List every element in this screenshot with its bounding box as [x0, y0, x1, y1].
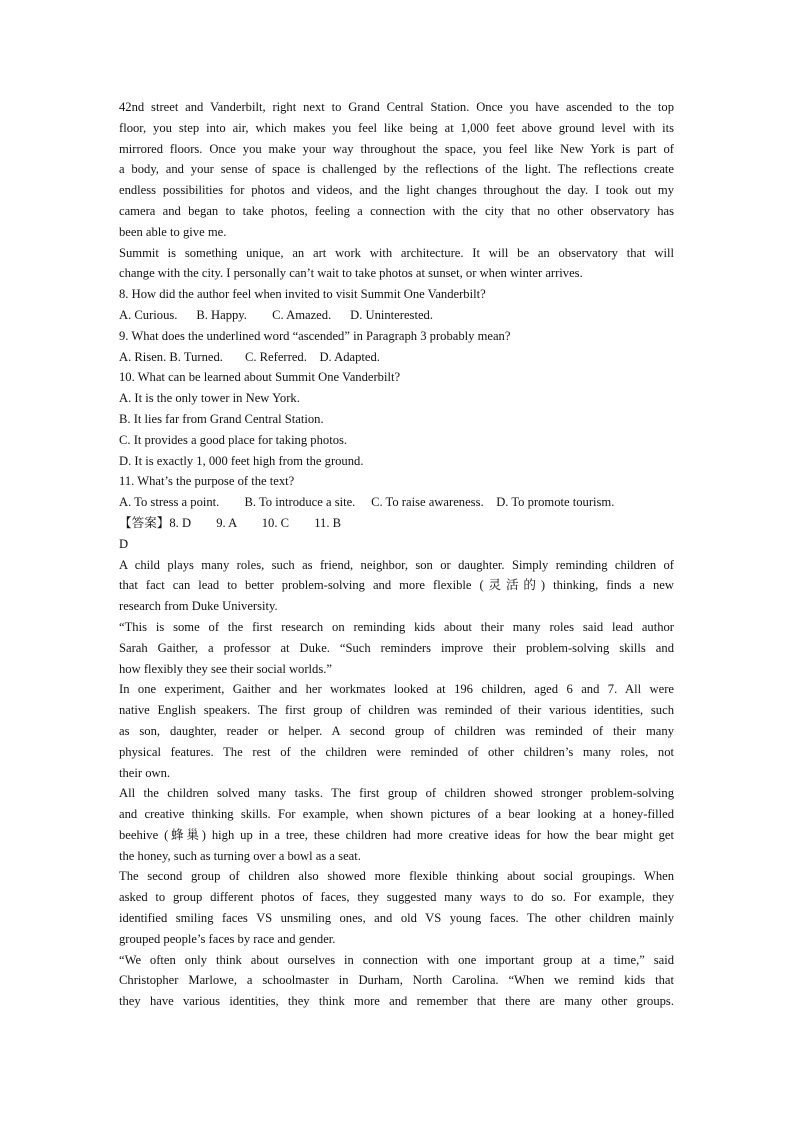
paragraph	[119, 97, 674, 243]
paragraph	[119, 243, 674, 285]
text-line: and creative thinking skills. For example, when shown pictures of a bear looking at a honey-filled	[119, 807, 674, 822]
paragraph	[119, 866, 674, 949]
text-line: 10. What can be learned about Summit One Vanderbilt?	[119, 370, 401, 385]
text-line: All the children solved many tasks. The first group of children showed stronger problem-solving	[119, 786, 674, 801]
paragraph	[119, 409, 674, 430]
text-line: A. It is the only tower in New York.	[119, 391, 300, 406]
paragraph	[119, 513, 674, 534]
paragraph	[119, 534, 674, 555]
text-line: camera and began to take photos, feeling a connection with the city that no other observatory has	[119, 203, 674, 218]
text-line: how flexibly they see their social worlds.”	[119, 661, 332, 676]
text-line: B. It lies far from Grand Central Station.	[119, 411, 324, 426]
paragraph	[119, 492, 674, 513]
paragraph	[119, 471, 674, 492]
text-line: the honey, such as turning over a bowl as a seat.	[119, 848, 361, 863]
text-line: research from Duke University.	[119, 599, 278, 614]
paragraph	[119, 451, 674, 472]
text-line: A. Risen. B. Turned. C. Referred. D. Adapted.	[119, 349, 380, 364]
text-line: Christopher Marlowe, a schoolmaster in Durham, North Carolina. “When we remind kids that	[119, 973, 674, 988]
text-line: 【答案】8. D 9. A 10. C 11. B	[119, 515, 342, 530]
text-line: asked to group different photos of faces, they suggested many ways to do so. For example, they	[119, 890, 674, 905]
text-line: they have various identities, they think more and remember that there are many other groups.	[119, 994, 674, 1009]
text-line: a body, and your sense of space is challenged by the reflections of the light. The reflections create	[119, 162, 674, 177]
paragraph	[119, 347, 674, 368]
paragraph	[119, 388, 674, 409]
paragraph	[119, 679, 674, 783]
text-line: beehive (蜂巢) high up in a tree, these children had more creative ideas for how the bear might get	[119, 827, 674, 842]
text-line: In one experiment, Gaither and her workmates looked at 196 children, aged 6 and 7. All were	[119, 682, 674, 697]
text-line: D. It is exactly 1, 000 feet high from the ground.	[119, 453, 364, 468]
paragraph	[119, 950, 674, 1012]
text-line: as son, daughter, reader or helper. A second group of children was reminded of their many	[119, 723, 674, 738]
text-line: grouped people’s faces by race and gender.	[119, 931, 336, 946]
paragraph	[119, 430, 674, 451]
paragraph	[119, 617, 674, 679]
text-line: Sarah Gaither, a professor at Duke. “Such reminders improve their problem-solving skills and	[119, 640, 674, 655]
text-line: “This is some of the first research on reminding kids about their many roles said lead author	[119, 619, 674, 634]
paragraph	[119, 367, 674, 388]
text-line: identified smiling faces VS unsmiling ones, and old VS young faces. The other children mainly	[119, 911, 674, 926]
text-line: The second group of children also showed more flexible thinking about social groupings. When	[119, 869, 674, 884]
text-line: A. Curious. B. Happy. C. Amazed. D. Uninterested.	[119, 307, 433, 322]
text-line: change with the city. I personally can’t wait to take photos at sunset, or when winter arrives.	[119, 266, 583, 281]
text-line: 11. What’s the purpose of the text?	[119, 474, 295, 489]
text-line: A child plays many roles, such as friend, neighbor, son or daughter. Simply reminding children of	[119, 557, 674, 572]
text-line: Summit is something unique, an art work with architecture. It will be an observatory that will	[119, 245, 674, 260]
paragraph	[119, 326, 674, 347]
text-line: endless possibilities for photos and videos, and the light changes throughout the day. I took out my	[119, 183, 674, 198]
text-line: D	[119, 536, 129, 551]
text-line: mirrored floors. Once you make your way throughout the space, you feel like New York is part of	[119, 141, 674, 156]
text-line: 8. How did the author feel when invited to visit Summit One Vanderbilt?	[119, 287, 486, 302]
text-line: 9. What does the underlined word “ascended” in Paragraph 3 probably mean?	[119, 328, 511, 343]
text-line: 42nd street and Vanderbilt, right next to Grand Central Station. Once you have ascended to the top	[119, 100, 674, 114]
text-line: native English speakers. The first group of children was reminded of their various identities, such	[119, 703, 674, 718]
paragraph	[119, 284, 674, 305]
text-line: physical features. The rest of the children were reminded of other children’s many roles, not	[119, 744, 674, 759]
text-line: their own.	[119, 765, 171, 780]
text-line: C. It provides a good place for taking photos.	[119, 432, 348, 447]
paragraph	[119, 555, 674, 617]
text-line: been able to give me.	[119, 224, 227, 239]
paragraph	[119, 783, 674, 866]
text-line: “We often only think about ourselves in connection with one important group at a time,” said	[119, 952, 674, 967]
paragraph	[119, 305, 674, 326]
document-page	[119, 97, 674, 1012]
text-line: floor, you step into air, which makes you feel like being at 1,000 feet above ground level with its	[119, 120, 674, 135]
text-line: A. To stress a point. B. To introduce a site. C. To raise awareness. D. To promote tourism.	[119, 495, 615, 510]
text-line: that fact can lead to better problem-solving and more flexible (灵活的) thinking, finds a new	[119, 578, 674, 593]
